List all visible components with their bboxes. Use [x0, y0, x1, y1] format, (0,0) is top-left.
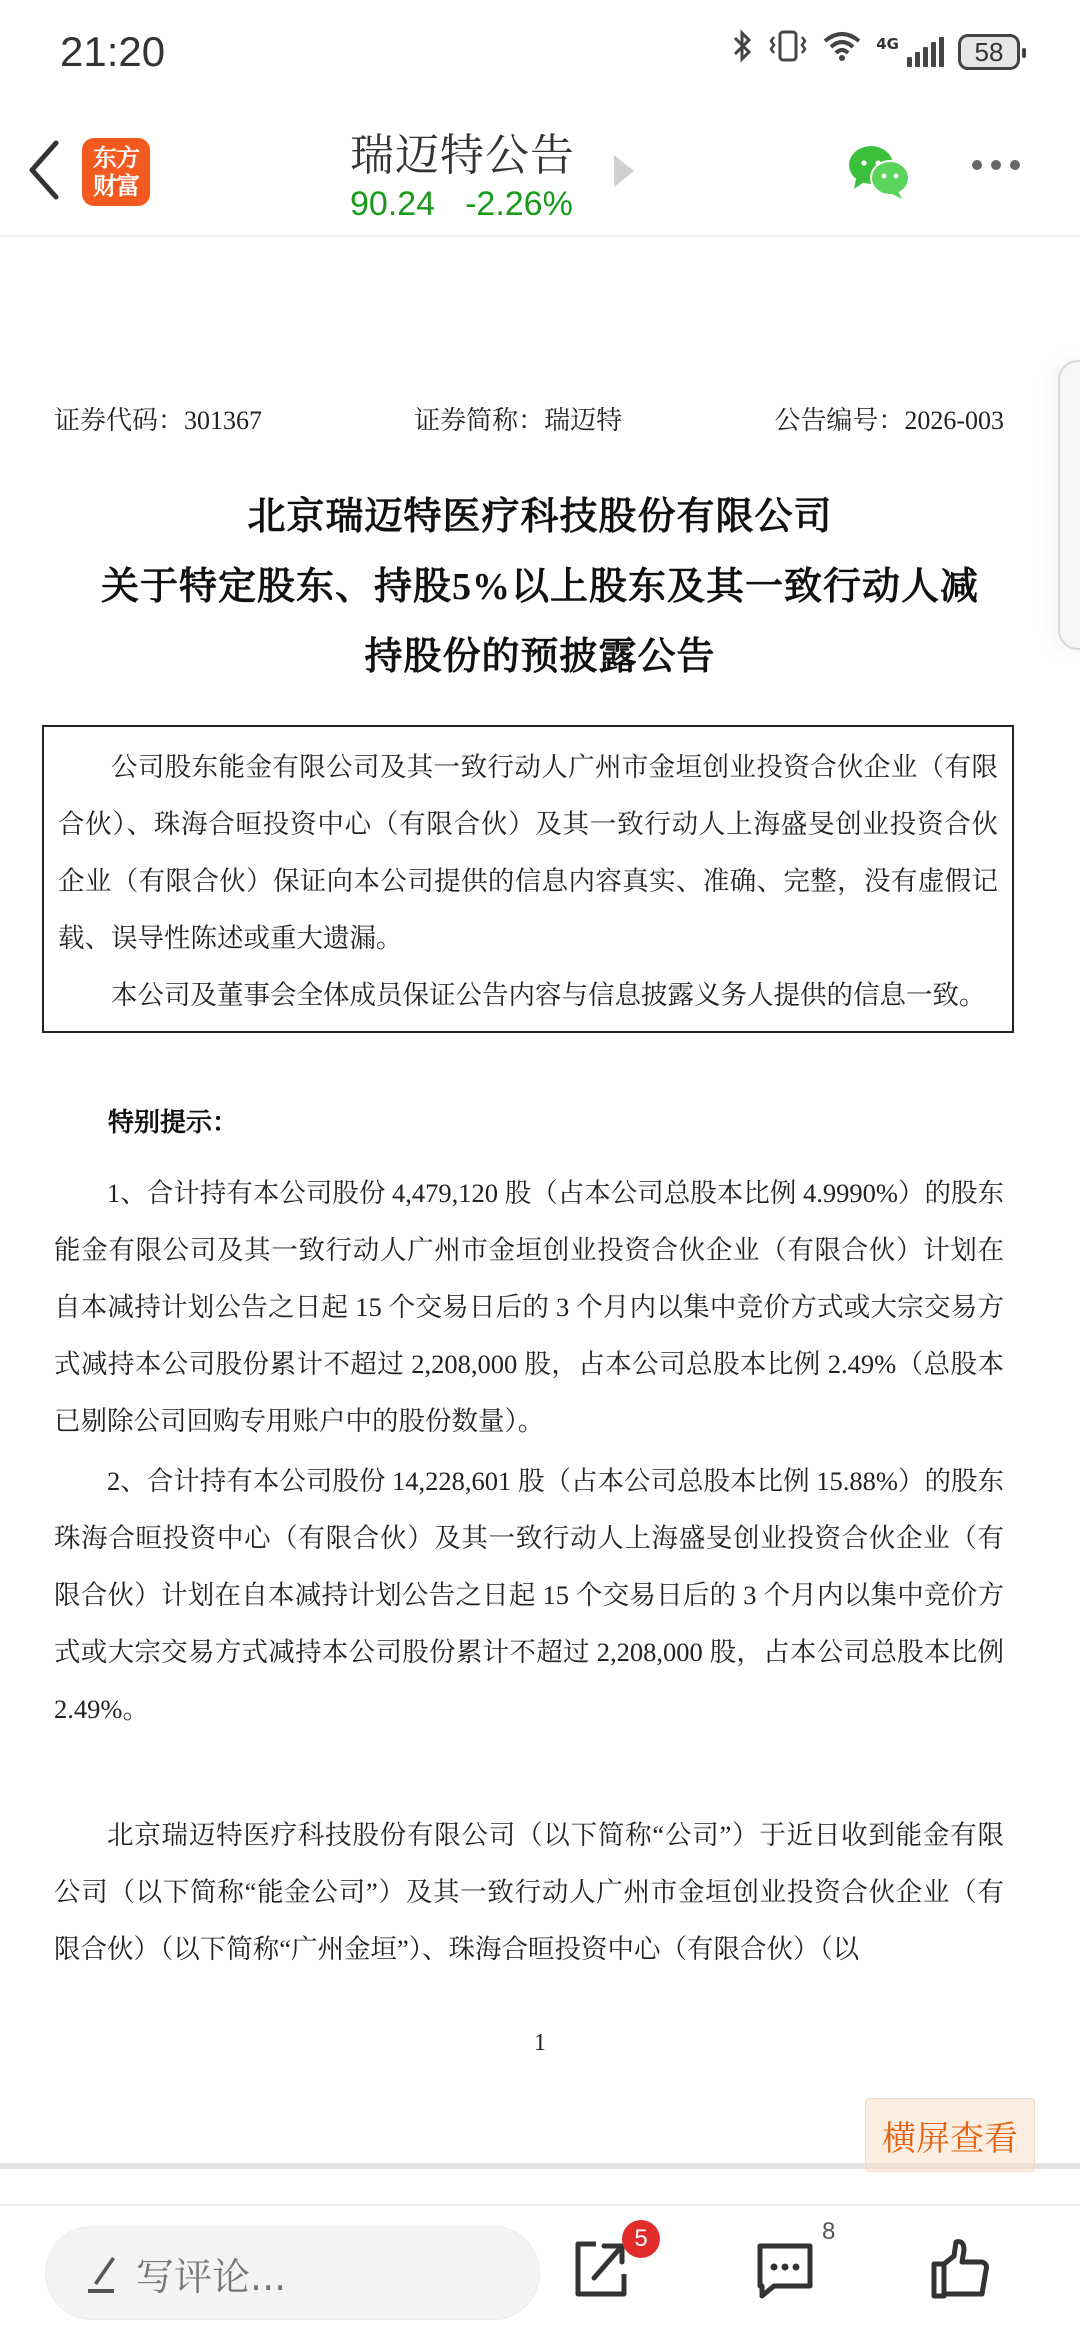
doc-title-line-2: 关于特定股东、持股5%以上股东及其一致行动人减: [100, 566, 979, 608]
bottom-action-bar: [0, 2206, 1080, 2340]
status-time: 21:20: [60, 28, 166, 75]
wifi-icon: [822, 29, 862, 76]
landscape-view-button[interactable]: 横屏查看: [865, 2098, 1035, 2172]
more-dot: [972, 160, 982, 170]
declaration-box: [42, 725, 1014, 1033]
wechat-share-button[interactable]: [846, 143, 914, 201]
security-code: 证券代码：301367: [54, 406, 263, 435]
vibrate-icon: [768, 29, 808, 76]
logo-line2: 财富: [93, 172, 139, 200]
title-arrow-icon[interactable]: [614, 155, 634, 187]
battery-icon: [958, 34, 1020, 70]
comment-placeholder: 写评论...: [136, 2254, 287, 2299]
more-dot: [991, 160, 1001, 170]
wechat-icon: [846, 143, 914, 201]
page-number: 1: [534, 2030, 546, 2056]
security-short-name: 证券简称：瑞迈特: [414, 406, 623, 435]
stock-price: 90.24: [350, 185, 436, 223]
status-icons: [732, 30, 1020, 74]
more-dot: [1010, 160, 1020, 170]
bluetooth-icon: [732, 29, 754, 76]
navbar: [0, 105, 1080, 237]
back-icon: [18, 135, 74, 205]
edge-panel-handle[interactable]: [1058, 360, 1080, 650]
share-badge: 5: [622, 2220, 660, 2258]
more-button[interactable]: [972, 160, 1020, 170]
pencil-icon: [86, 2251, 120, 2295]
network-type: 4G: [876, 35, 899, 53]
app-logo[interactable]: [82, 138, 150, 206]
doc-header: [54, 400, 1004, 437]
comment-count: 8: [822, 2218, 836, 2245]
like-button[interactable]: [930, 2238, 1000, 2308]
doc-title-line-1: 北京瑞迈特医疗科技股份有限公司: [247, 496, 833, 538]
stock-change: -2.26%: [465, 185, 573, 223]
notice-item-1: 1、合计持有本公司股份 4,479,120 股（占本公司总股本比例 4.9990%）的股东能金有限公司及其一致行动人广州市金垣创业投资合伙企业（有限合伙）计划在自本减持计划公告之日起 15 个交易日后的 3 个月内以集中竞价方式或大宗交易方式减持本公司股份累计不超过 2,208,000 股，占本公司总股本比例 2.49%（总股本已剔除公司回购专用账户中的股份数量）。: [54, 1178, 1004, 1436]
notice-number: 公告编号：2026-003: [774, 406, 1004, 435]
comment-icon: [756, 2238, 818, 2300]
battery-level: 58: [974, 36, 1004, 67]
logo-line1: 东方: [93, 144, 139, 172]
share-button[interactable]: [574, 2225, 648, 2308]
notice-item-2: 2、合计持有本公司股份 14,228,601 股（占本公司总股本比例 15.88%）的股东珠海合晅投资中心（有限合伙）及其一致行动人上海盛旻创业投资合伙企业（有限合伙）计划在自本减持计划公告之日起 15 个交易日后的 3 个月内以集中竞价方式或大宗交易方式减持本公司股份累计不超过 2,208,000 股，占本公司总股本比例 2.49%。: [54, 1466, 1004, 1724]
page-title[interactable]: 瑞迈特公告: [350, 130, 575, 181]
declaration-paragraph: 本公司及董事会全体成员保证公告内容与信息披露义务人提供的信息一致。: [111, 980, 986, 1010]
stock-quote[interactable]: [350, 185, 573, 224]
declaration-paragraph: 公司股东能金有限公司及其一致行动人广州市金垣创业投资合伙企业（有限合伙）、珠海合晅投资中心（有限合伙）及其一致行动人上海盛旻创业投资合伙企业（有限合伙）保证向本公司提供的信息内容真实、准确、完整，没有虚假记载、误导性陈述或重大遗漏。: [58, 752, 998, 953]
signal-icon: [907, 37, 944, 67]
back-button[interactable]: [18, 135, 74, 205]
body-paragraph: 北京瑞迈特医疗科技股份有限公司（以下简称“公司”）于近日收到能金有限公司（以下简称“能金公司”）及其一致行动人广州市金垣创业投资合伙企业（有限合伙）（以下简称“广州金垣”）、珠海合晅投资中心（有限合伙）（以: [54, 1820, 1004, 1964]
comment-input[interactable]: [45, 2226, 540, 2320]
special-notice-label: 特别提示：: [108, 1108, 239, 1137]
comments-button[interactable]: [756, 2218, 836, 2308]
doc-title-line-3: 持股份的预披露公告: [364, 636, 716, 678]
thumbs-up-icon: [930, 2238, 992, 2300]
status-bar: [0, 0, 1080, 105]
